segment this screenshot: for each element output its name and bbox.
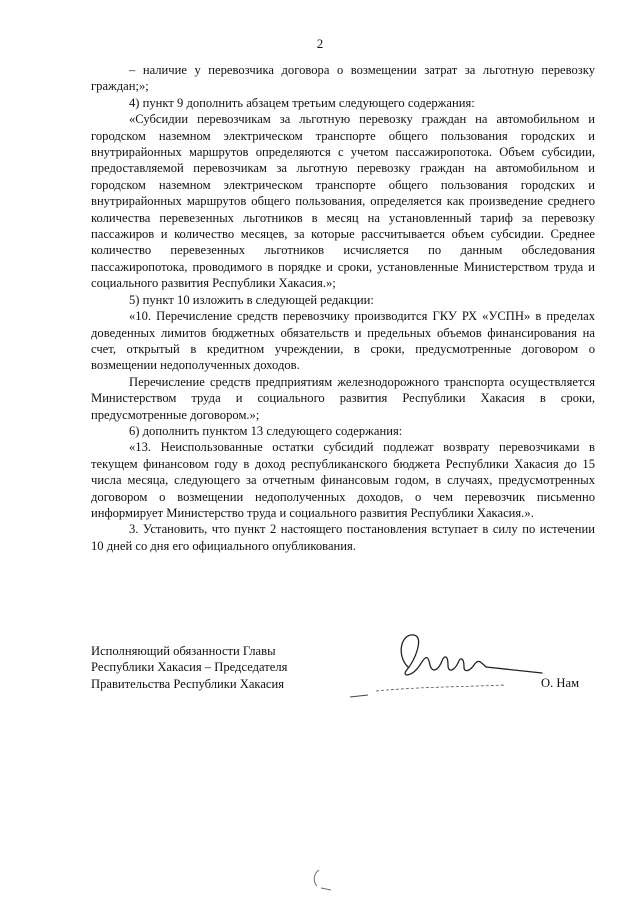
paragraph: «13. Неиспользованные остатки субсидий подлежат возврату перевозчиками в текущем финансовом году в доход республиканского бюджета Республики Хакасия до 15 числа месяца, следующего за отчетным финансовым годом, в случаях, предусмотренных договором о возмещении недополученных доходов, о чем перевозчик письменно информирует Министерство труда и социального развития Республики Хакасия.».: [91, 440, 595, 520]
paragraph: 5) пункт 10 изложить в следующей редакции:: [129, 292, 374, 307]
paragraph: «10. Перечисление средств перевозчику производится ГКУ РХ «УСПН» в пределах доведенных лимитов бюджетных обязательств и предельных объемов финансирования на счет, открытый в кредитном учреждении, в сроки, предусмотренные договором о возмещении недополученных доходов.: [91, 309, 595, 373]
paragraph: «Субсидии перевозчикам за льготную перевозку граждан на автомобильном и городском наземном электрическом транспорте общего пользования городских и внутрирайонных маршрутов определяются с учетом пассажиропотока. Объем субсидии, предоставляемой перевозчикам за льготную перевозку граждан на автомобильном и городском наземном электрическом транспорте общего пользования городских и внутрирайонных маршрутов общего пользования, определяется как произведение среднего количества перевезенных льготников в месяц на установленный тариф за перевозку пассажиров и количество месяцев, за которые рассчитывается объем субсидии. Среднее количество перевезенных льготников исчисляется по данным обследования пассажиропотока, проводимого в порядке и сроки, установленные Министерством труда и социального развития Республики Хакасия.»;: [91, 112, 595, 291]
paragraph: 4) пункт 9 дополнить абзацем третьим следующего содержания:: [129, 95, 475, 110]
handwritten-signature: [346, 615, 546, 705]
document-body: [91, 62, 595, 554]
signer-title-line: Правительства Республики Хакасия: [91, 676, 285, 691]
signature-block: [91, 643, 591, 703]
signer-title-line: Республики Хакасия – Председателя: [91, 660, 288, 675]
paragraph: – наличие у перевозчика договора о возмещении затрат за льготную перевозку граждан;»;: [91, 63, 595, 94]
paragraph: Перечисление средств предприятиям железнодорожного транспорта осуществляется Министерством труда и социального развития Республики Хакасия в сроки, предусмотренные договором.»;: [91, 374, 595, 422]
page-number: 2: [316, 36, 324, 51]
paragraph: 6) дополнить пунктом 13 следующего содержания:: [129, 423, 403, 438]
signer-name: О. Нам: [541, 676, 580, 690]
handwritten-mark: [305, 868, 335, 892]
paragraph: 3. Установить, что пункт 2 настоящего постановления вступает в силу по истечении 10 дней со дня его официального опубликования.: [91, 522, 595, 553]
signer-title-line: Исполняющий обязанности Главы: [91, 644, 276, 658]
